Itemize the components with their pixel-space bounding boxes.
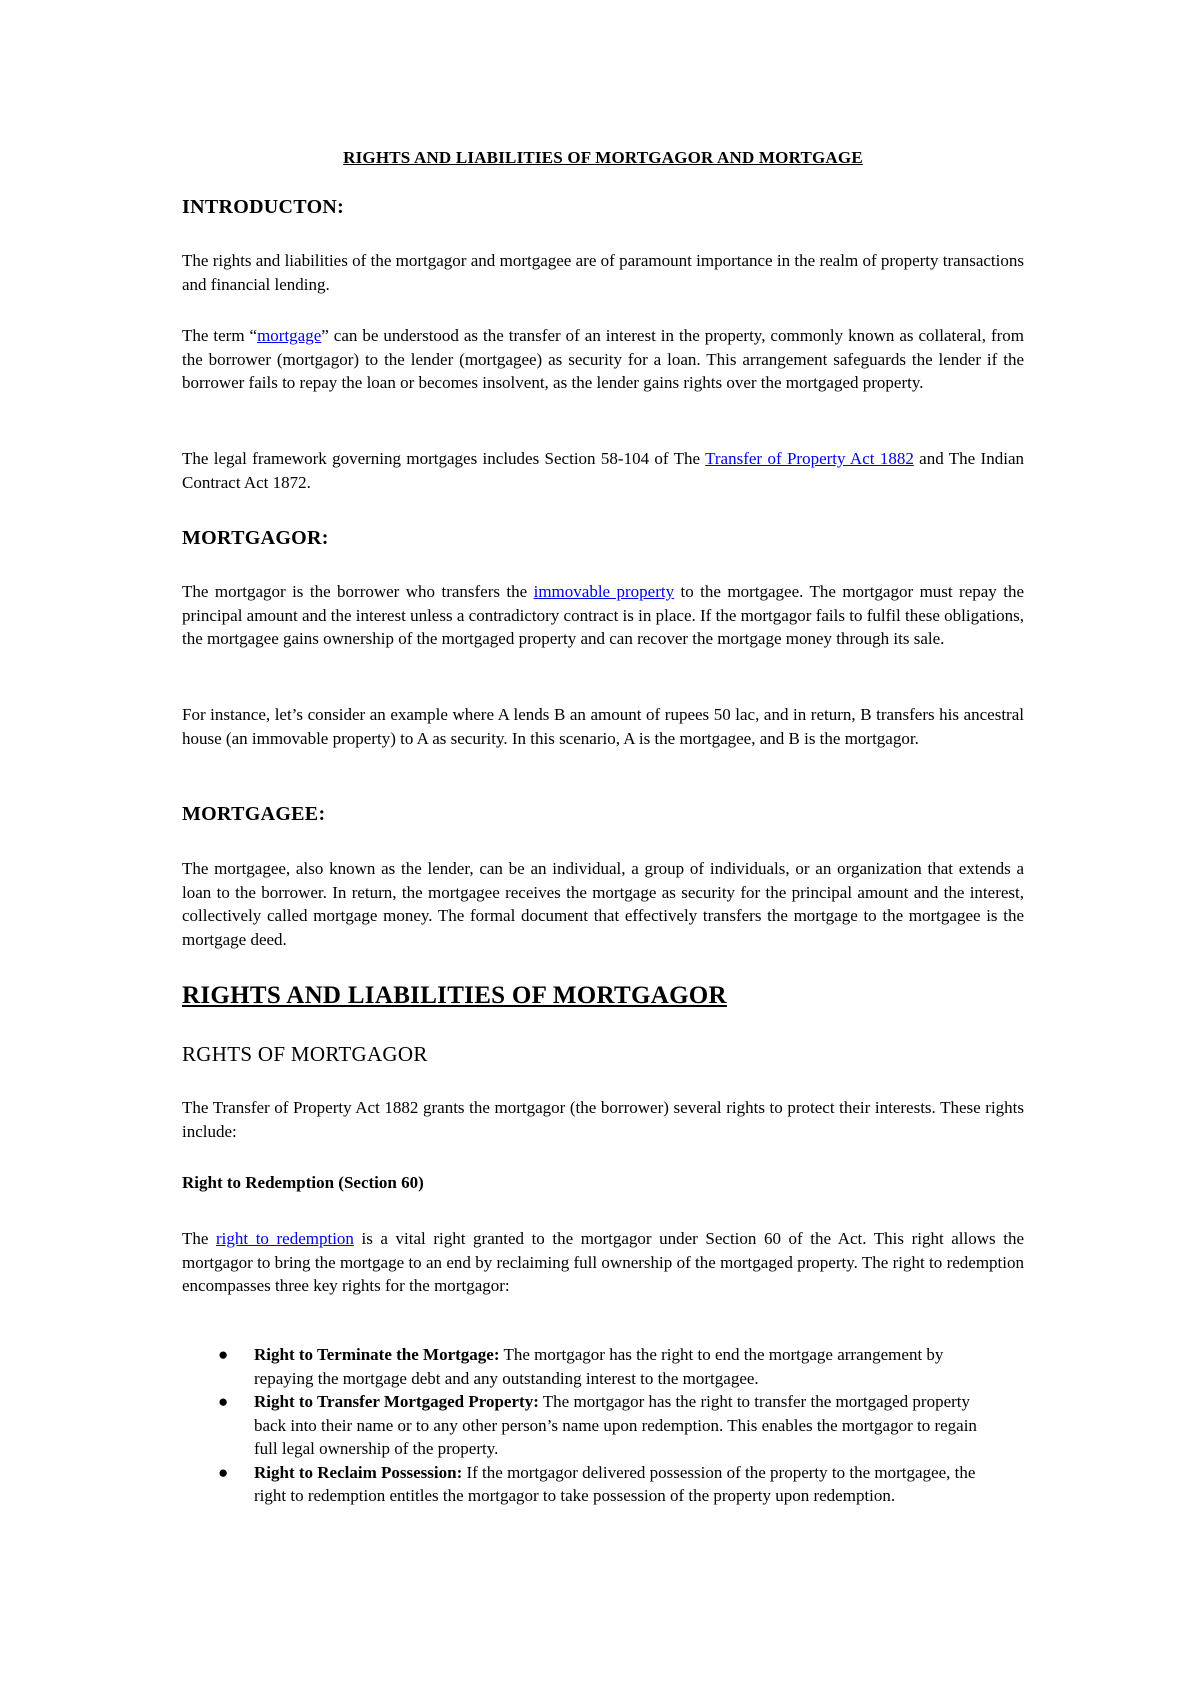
bullet-icon: ● (218, 1392, 229, 1411)
bullet-icon: ● (218, 1345, 229, 1364)
mortgagor-paragraph-2: For instance, let’s consider an example where A lends B an amount of rupees 50 lac, and in return, B transfers his ancestral house (an immovable property) to A as security. In this scenario, A is the mortgagee, and B is the mortgagor. (182, 705, 1024, 748)
rights-of-mortgagor-heading: RGHTS OF MORTGAGOR (182, 1042, 428, 1066)
intro-paragraph-1: The rights and liabilities of the mortgagor and mortgagee are of paramount importance in the realm of property transactions and financial lending. (182, 251, 1024, 294)
list-item: ● Right to Transfer Mortgaged Property: The mortgagor has the right to transfer the mortgaged property back into their name or to any other person’s name upon redemption. This enables the mortgagor to regain full legal ownership of the property. (218, 1392, 977, 1458)
document-title: RIGHTS AND LIABILITIES OF MORTGAGOR AND MORTGAGE (343, 148, 863, 167)
mortgage-link[interactable]: mortgage (257, 326, 322, 345)
redemption-paragraph: The right to redemption is a vital right granted to the mortgagor under Section 60 of the Act. This right allows the mortgagor to bring the mortgage to an end by reclaiming full ownership of the mortgaged property. The right to redemption encompasses three key rights for the mortgagor: (182, 1229, 1024, 1295)
right-to-redemption-link[interactable]: right to redemption (216, 1229, 354, 1248)
intro-paragraph-3: The legal framework governing mortgages includes Section 58-104 of The Transfer of Property Act 1882 and The Indian Contract Act 1872. (182, 449, 1024, 492)
bullet-icon: ● (218, 1462, 229, 1482)
list-item: ● Right to Reclaim Possession: If the mortgagor delivered possession of the property to the mortgagee, the right to redemption entitles the mortgagor to take possession of the property upon redemption. (218, 1462, 976, 1505)
mortgagee-heading: MORTGAGEE: (182, 803, 326, 825)
immovable-property-link[interactable]: immovable property (533, 582, 675, 601)
transfer-of-property-act-link[interactable]: Transfer of Property Act 1882 (705, 449, 914, 468)
intro-paragraph-2: The term “mortgage” can be understood as the transfer of an interest in the property, commonly known as collateral, from the borrower (mortgagor) to the lender (mortgagee) as security for a loan. This arrangement safeguards the lender if the borrower fails to repay the loan or becomes insolvent, as the lender gains rights over the mortgaged property. (182, 326, 1024, 392)
mortgagee-paragraph-1: The mortgagee, also known as the lender, can be an individual, a group of individuals, or an organization that extends a loan to the borrower. In return, the mortgagee receives the mortgage as security for the principal amount and the interest, collectively called mortgage money. The formal document that effectively transfers the mortgage to the mortgagee is the mortgage deed. (182, 859, 1024, 949)
rights-intro-paragraph: The Transfer of Property Act 1882 grants the mortgagor (the borrower) several rights to protect their interests. These rights include: (182, 1098, 1024, 1141)
mortgagor-paragraph-1: The mortgagor is the borrower who transfers the immovable property to the mortgagee. The mortgagor must repay the principal amount and the interest unless a contradictory contract is in place. If the mortgagor fails to fulfil these obligations, the mortgagee gains ownership of the mortgaged property and can recover the mortgage money through its sale. (182, 582, 1024, 648)
redemption-heading: Right to Redemption (Section 60) (182, 1173, 424, 1192)
intro-heading: INTRODUCTON: (182, 196, 345, 218)
redemption-rights-list (218, 1343, 988, 1508)
list-item: ● Right to Terminate the Mortgage: The mortgagor has the right to end the mortgage arrangement by repaying the mortgage debt and any outstanding interest to the mortgagee. (218, 1345, 944, 1388)
rights-liabilities-heading: RIGHTS AND LIABILITIES OF MORTGAGOR (182, 982, 727, 1009)
mortgagor-heading: MORTGAGOR: (182, 527, 329, 549)
